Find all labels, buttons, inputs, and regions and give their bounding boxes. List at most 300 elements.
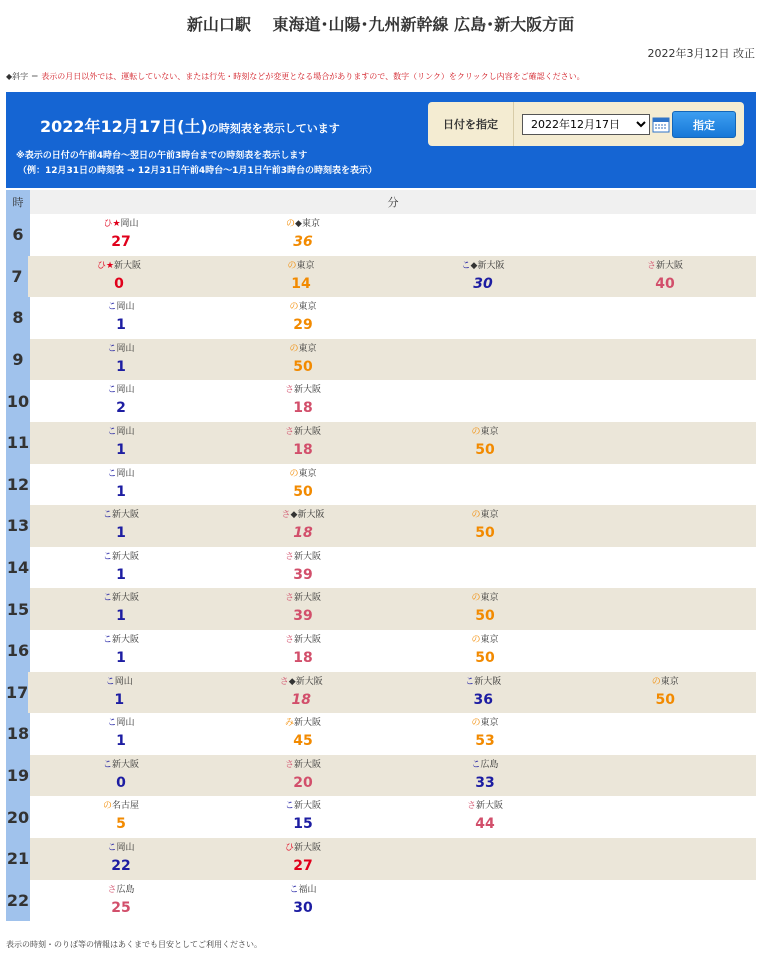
train-info	[212, 842, 394, 854]
train-type-mark: ひ	[103, 219, 113, 229]
destination: 新大阪	[294, 551, 322, 562]
train-type-mark: こ	[102, 593, 112, 604]
departure	[212, 880, 394, 922]
table-row	[6, 422, 756, 464]
departure-minute-link[interactable]: 18	[291, 691, 311, 708]
destination: 岡山	[116, 343, 135, 354]
train-info	[212, 634, 394, 646]
hour-cell: 22	[6, 880, 30, 922]
train-info	[28, 676, 210, 688]
hour-cell: 7	[6, 256, 28, 298]
departure-minute-link[interactable]: 30	[293, 899, 313, 916]
departure-minute-link[interactable]: 27	[293, 857, 313, 874]
train-type-mark: の	[651, 676, 661, 687]
destination: 新大阪	[112, 634, 140, 645]
table-row	[6, 339, 756, 381]
departure-minute-link[interactable]: 29	[293, 317, 313, 334]
train-type-mark: こ	[107, 426, 117, 437]
hour-cell: 21	[6, 838, 30, 880]
train-type-mark: こ	[102, 510, 112, 521]
train-type-mark: さ	[279, 676, 289, 687]
departure-minute-link[interactable]: 1	[116, 317, 126, 334]
table-row	[6, 713, 756, 755]
destination: 新大阪	[112, 759, 140, 770]
destination: 新大阪	[294, 718, 322, 729]
train-info	[30, 301, 212, 313]
departure	[30, 464, 212, 506]
table-row	[6, 505, 756, 547]
train-info	[394, 426, 576, 438]
departure-minute-link[interactable]: 22	[111, 857, 131, 874]
departure-minute-link[interactable]: 45	[293, 733, 313, 750]
minutes-cell	[28, 672, 756, 714]
special-mark: ★	[112, 219, 121, 229]
departure-minute-link[interactable]: 39	[293, 566, 313, 583]
train-info	[394, 800, 576, 812]
departure-minute-link[interactable]: 53	[475, 733, 495, 750]
departure	[212, 630, 394, 672]
destination: 新大阪	[112, 551, 140, 562]
minutes-cell	[30, 755, 756, 797]
train-info	[212, 343, 394, 355]
train-type-mark: の	[471, 634, 481, 645]
train-info	[30, 384, 212, 396]
train-info	[574, 260, 756, 272]
train-type-mark: の	[102, 801, 112, 812]
departure-minute-link[interactable]: 15	[293, 816, 313, 833]
departure	[30, 380, 212, 422]
train-type-mark: こ	[102, 634, 112, 645]
train-info	[212, 800, 394, 812]
minutes-cell	[30, 713, 756, 755]
train-info	[394, 759, 576, 771]
departure-minute-link[interactable]: 14	[291, 275, 311, 292]
departure	[28, 672, 210, 714]
table-row	[6, 380, 756, 422]
departure	[394, 796, 576, 838]
hour-cell: 8	[6, 297, 30, 339]
destination: 新大阪	[294, 426, 322, 437]
departure-minute-link[interactable]: 50	[475, 649, 495, 666]
departure-minute-link[interactable]: 18	[293, 400, 313, 417]
departure	[392, 256, 574, 298]
table-row	[6, 297, 756, 339]
departure-minute-link[interactable]: 1	[114, 691, 125, 708]
departure	[212, 297, 394, 339]
departure	[212, 464, 394, 506]
hour-cell: 12	[6, 464, 30, 506]
train-info	[212, 592, 394, 604]
destination: 東京	[298, 343, 317, 354]
departure	[394, 505, 576, 547]
destination: 東京	[298, 468, 317, 479]
departure-minute-link[interactable]: 20	[293, 774, 313, 791]
train-info	[30, 884, 212, 896]
hour-cell: 16	[6, 630, 30, 672]
minutes-cell	[30, 505, 756, 547]
departure-minute-link[interactable]: 1	[116, 649, 126, 666]
train-type-mark: こ	[105, 676, 115, 687]
departure	[30, 755, 212, 797]
departure	[30, 588, 212, 630]
train-type-mark: さ	[284, 634, 294, 645]
hour-cell: 9	[6, 339, 30, 381]
departure-minute-link[interactable]: 44	[475, 816, 495, 833]
train-type-mark: の	[289, 468, 299, 479]
train-info	[210, 676, 392, 688]
departure	[212, 796, 394, 838]
train-info	[574, 676, 756, 688]
train-info	[30, 426, 212, 438]
departure	[392, 672, 574, 714]
departure	[212, 547, 394, 589]
train-type-mark: こ	[284, 801, 294, 812]
date-picker-box	[428, 102, 744, 146]
hour-cell: 10	[6, 380, 30, 422]
table-row	[6, 547, 756, 589]
departure-minute-link[interactable]: 1	[116, 608, 126, 625]
departure	[30, 630, 212, 672]
table-row	[6, 796, 756, 838]
departure-minute-link[interactable]: 5	[116, 816, 126, 833]
table-row	[6, 755, 756, 797]
train-info	[394, 592, 576, 604]
train-info	[212, 301, 394, 313]
hour-cell: 11	[6, 422, 30, 464]
minutes-cell	[30, 464, 756, 506]
destination: 岡山	[116, 385, 135, 396]
hour-cell: 19	[6, 755, 30, 797]
train-info	[212, 468, 394, 480]
departure	[212, 380, 394, 422]
train-info	[30, 634, 212, 646]
train-info	[212, 384, 394, 396]
departure-minute-link[interactable]: 50	[475, 525, 495, 542]
departure	[30, 796, 212, 838]
train-type-mark: の	[289, 302, 299, 313]
train-type-mark: こ	[107, 842, 117, 853]
train-type-mark: こ	[107, 385, 117, 396]
note-text: 表示の月日以外では、運転していない、または行先・時刻などが変更となる場合がありますので、数字（リンク）をクリックし内容をご確認ください。	[41, 72, 585, 81]
departure-minute-link[interactable]: 50	[293, 483, 313, 500]
minutes-cell	[30, 588, 756, 630]
departure	[212, 838, 394, 880]
hour-cell: 6	[6, 214, 30, 256]
destination: 広島	[116, 884, 135, 895]
train-type-mark: さ	[281, 510, 291, 521]
departure-minute-link[interactable]: 33	[475, 774, 495, 791]
departure	[394, 422, 576, 464]
destination: 福山	[298, 884, 317, 895]
train-type-mark: の	[471, 718, 481, 729]
train-type-mark: こ	[289, 884, 299, 895]
hour-header: 時	[6, 190, 30, 214]
train-type-mark: さ	[284, 385, 294, 396]
departure-minute-link[interactable]: 0	[116, 774, 126, 791]
train-type-mark: こ	[107, 302, 117, 313]
departure	[28, 256, 210, 298]
train-type-mark: こ	[465, 676, 475, 687]
train-type-mark: こ	[107, 343, 117, 354]
special-mark: ◆	[470, 260, 478, 271]
train-info	[212, 509, 394, 521]
train-info	[30, 759, 212, 771]
train-info	[212, 218, 394, 230]
hour-cell: 14	[6, 547, 30, 589]
train-info	[30, 592, 212, 604]
minute-header: 分	[30, 190, 756, 214]
train-type-mark: の	[287, 260, 297, 271]
train-info	[212, 551, 394, 563]
departure-minute-link[interactable]: 1	[116, 358, 126, 375]
destination: 新大阪	[656, 260, 684, 271]
table-row	[6, 214, 756, 256]
departure-minute-link[interactable]: 36	[293, 234, 313, 250]
revision-date: 2022年3月12日 改正	[647, 47, 755, 60]
train-info	[394, 634, 576, 646]
destination: 東京	[298, 302, 317, 313]
departure-minute-link[interactable]: 39	[293, 608, 313, 625]
minutes-cell	[30, 297, 756, 339]
destination: 新大阪	[476, 801, 504, 812]
displayed-date-suffix: の時刻表を表示しています	[207, 122, 340, 135]
destination: 東京	[480, 510, 499, 521]
table-row	[6, 672, 756, 714]
destination: 東京	[480, 593, 499, 604]
departure-minute-link[interactable]: 36	[473, 691, 493, 708]
hour-cell: 15	[6, 588, 30, 630]
departure-minute-link[interactable]: 40	[655, 275, 675, 292]
minutes-cell	[30, 547, 756, 589]
train-info	[30, 218, 212, 230]
destination: 岡山	[116, 718, 135, 729]
hour-cell: 17	[6, 672, 28, 714]
destination: 新大阪	[112, 510, 140, 521]
destination: 岡山	[116, 468, 135, 479]
set-date-button[interactable]: 指定	[672, 111, 736, 138]
minutes-cell	[30, 214, 756, 256]
departure-minute-link[interactable]: 50	[293, 358, 313, 375]
minutes-cell	[30, 422, 756, 464]
departure-minute-link[interactable]: 50	[655, 691, 675, 708]
destination: 新大阪	[297, 510, 325, 521]
departure	[394, 755, 576, 797]
train-info	[30, 509, 212, 521]
destination: 岡山	[116, 302, 135, 313]
destination: 新大阪	[294, 801, 322, 812]
destination: 東京	[480, 634, 499, 645]
minutes-cell	[30, 630, 756, 672]
departure-minute-link[interactable]: 30	[473, 275, 493, 292]
destination: 新大阪	[294, 593, 322, 604]
train-info	[30, 717, 212, 729]
departure	[394, 588, 576, 630]
departure-minute-link[interactable]: 1	[116, 483, 126, 500]
departure-minute-link[interactable]: 1	[116, 566, 126, 583]
train-type-mark: さ	[284, 551, 294, 562]
train-type-mark: の	[289, 343, 299, 354]
destination: 新大阪	[294, 385, 322, 396]
train-info	[392, 676, 574, 688]
departure	[574, 256, 756, 298]
departure-minute-link[interactable]: 1	[116, 525, 126, 542]
date-picker-label: 日付を指定	[428, 102, 514, 146]
train-type-mark: み	[284, 718, 294, 729]
destination: 新大阪	[474, 676, 502, 687]
table-row	[6, 838, 756, 880]
train-info	[30, 800, 212, 812]
departure	[212, 339, 394, 381]
train-type-mark: さ	[646, 260, 656, 271]
special-mark: ◆	[288, 676, 296, 687]
train-type-mark: さ	[284, 426, 294, 437]
train-info	[30, 551, 212, 563]
destination: 岡山	[116, 426, 135, 437]
banner-note-example: （例：12月31日の時刻表 → 12月31日午前4時台～1月1日午前3時台の時刻表を表示）	[18, 166, 377, 176]
departure	[30, 214, 212, 256]
departure	[30, 838, 212, 880]
departure	[30, 422, 212, 464]
departure-minute-link[interactable]: 27	[111, 234, 131, 250]
special-mark: ◆	[290, 510, 298, 521]
departure	[574, 672, 756, 714]
departure	[30, 339, 212, 381]
destination: 東京	[480, 426, 499, 437]
departure	[30, 880, 212, 922]
train-type-mark: ひ	[284, 842, 294, 853]
train-info	[210, 260, 392, 272]
hour-cell: 13	[6, 505, 30, 547]
special-mark: ★	[105, 260, 115, 271]
table-row	[6, 630, 756, 672]
minutes-cell	[30, 838, 756, 880]
italic-note	[6, 71, 585, 82]
destination: 新大阪	[294, 842, 322, 853]
departure-minute-link[interactable]: 1	[116, 441, 126, 458]
departure	[212, 422, 394, 464]
destination: 新大阪	[477, 260, 505, 271]
destination: 新大阪	[294, 759, 322, 770]
departure-minute-link[interactable]: 0	[114, 275, 124, 292]
destination: 岡山	[116, 842, 135, 853]
departure-minute-link[interactable]: 2	[116, 400, 126, 417]
train-type-mark: の	[471, 510, 481, 521]
calendar-icon[interactable]	[652, 115, 670, 133]
hour-cell: 18	[6, 713, 30, 755]
destination: 東京	[296, 260, 315, 271]
departure-minute-link[interactable]: 50	[475, 441, 495, 458]
minutes-cell	[30, 796, 756, 838]
train-info	[212, 426, 394, 438]
timetable-body	[6, 214, 756, 921]
timetable-header	[6, 190, 756, 214]
departure	[210, 256, 392, 298]
departure	[212, 214, 394, 256]
destination: 新大阪	[295, 676, 323, 687]
minutes-cell	[30, 880, 756, 922]
departure	[212, 505, 394, 547]
train-type-mark: ひ	[96, 260, 106, 271]
train-info	[30, 468, 212, 480]
train-type-mark: こ	[461, 260, 471, 271]
destination: 名古屋	[112, 801, 140, 812]
table-row	[6, 880, 756, 922]
note-prefix: ◆斜字 ＝	[6, 72, 42, 81]
departure-minute-link[interactable]: 18	[293, 441, 313, 458]
displayed-date: 2022年12月17日(土)	[40, 117, 208, 136]
train-type-mark: こ	[107, 468, 117, 479]
departure	[30, 713, 212, 755]
destination: 新大阪	[114, 260, 142, 271]
minutes-cell	[30, 380, 756, 422]
departure-minute-link[interactable]: 50	[475, 608, 495, 625]
destination: 新大阪	[294, 634, 322, 645]
train-info	[394, 717, 576, 729]
train-type-mark: こ	[107, 718, 117, 729]
departure	[212, 588, 394, 630]
departure	[212, 713, 394, 755]
timetable	[6, 190, 756, 921]
table-row	[6, 464, 756, 506]
train-info	[212, 717, 394, 729]
train-type-mark: の	[286, 219, 296, 229]
departure	[30, 297, 212, 339]
date-select[interactable]	[522, 114, 650, 135]
departure-minute-link[interactable]: 25	[111, 899, 131, 916]
banner-note-range: ※表示の日付の午前4時台～翌日の午前3時台までの時刻表を表示します	[16, 151, 308, 161]
train-type-mark: の	[471, 426, 481, 437]
train-type-mark: さ	[466, 801, 476, 812]
train-info	[28, 260, 210, 272]
page-title: 新山口駅 東海道･山陽･九州新幹線 広島･新大阪方面	[186, 15, 575, 34]
minutes-cell	[28, 256, 756, 298]
train-type-mark: さ	[284, 593, 294, 604]
train-info	[394, 509, 576, 521]
footer-note: 表示の時刻・のりば等の情報はあくまでも目安としてご利用ください。	[6, 940, 262, 949]
departure-minute-link[interactable]: 18	[293, 525, 313, 542]
destination: 広島	[480, 759, 499, 770]
special-mark: ◆	[295, 219, 302, 229]
hour-cell: 20	[6, 796, 30, 838]
minutes-cell	[30, 339, 756, 381]
departure	[394, 630, 576, 672]
date-banner	[6, 92, 756, 188]
departure	[210, 672, 392, 714]
departure	[30, 547, 212, 589]
destination: 岡山	[114, 676, 133, 687]
train-info	[392, 260, 574, 272]
train-type-mark: こ	[102, 759, 112, 770]
train-type-mark: さ	[107, 884, 117, 895]
destination: 東京	[301, 219, 320, 229]
departure-minute-link[interactable]: 18	[293, 649, 313, 666]
train-type-mark: こ	[471, 759, 481, 770]
table-row	[6, 256, 756, 298]
train-info	[30, 343, 212, 355]
train-type-mark: こ	[102, 551, 112, 562]
destination: 新大阪	[112, 593, 140, 604]
destination: 東京	[480, 718, 499, 729]
train-info	[212, 884, 394, 896]
train-info	[30, 842, 212, 854]
departure	[394, 713, 576, 755]
departure	[30, 505, 212, 547]
table-row	[6, 588, 756, 630]
destination: 東京	[660, 676, 679, 687]
departure	[212, 755, 394, 797]
banner-title	[40, 114, 340, 137]
departure-minute-link[interactable]: 1	[116, 733, 126, 750]
